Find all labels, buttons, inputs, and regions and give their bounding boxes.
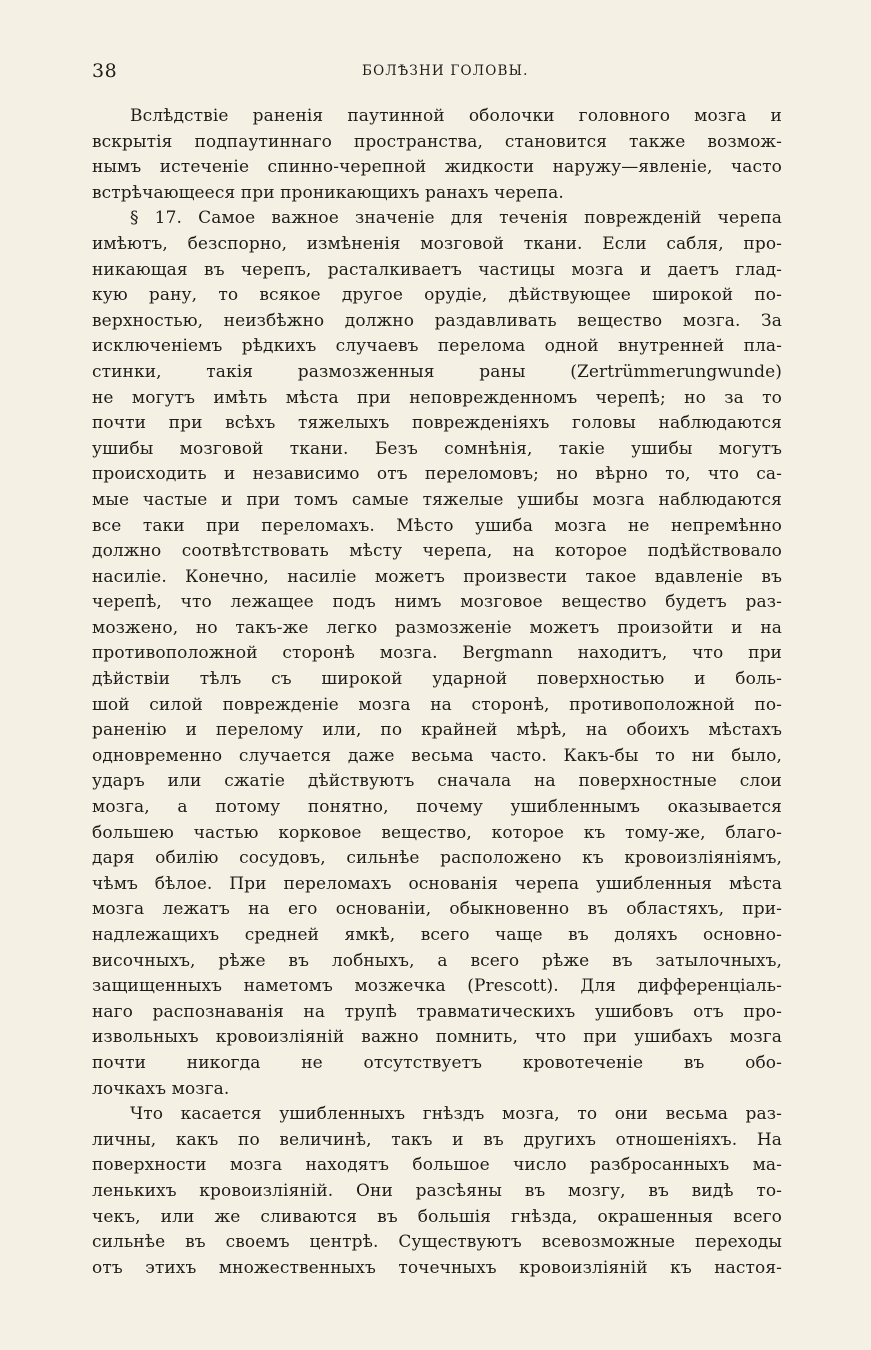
text-line: происходить и независимо отъ переломовъ; но вѣрно то, что са- — [92, 464, 782, 485]
text-line: должно соотвѣтствовать мѣсту черепа, на которое подѣйствовало — [92, 541, 782, 562]
text-line: встрѣчающееся при проникающихъ ранахъ черепа. — [92, 182, 564, 203]
page-header — [92, 60, 782, 86]
running-title: БОЛѢЗНИ ГОЛОВЫ. — [362, 63, 529, 79]
text-line: почти никогда не отсутствуетъ кровотеченіе въ обо- — [92, 1052, 782, 1073]
text-line: не могутъ имѣть мѣста при неповрежденномъ черепѣ; но за то — [92, 387, 782, 408]
text-line: мозга, а потому понятно, почему ушибленнымъ оказывается — [92, 797, 782, 818]
text-line: мозга лежатъ на его основаніи, обыкновенно въ областяхъ, при- — [92, 899, 782, 920]
text-line: кую рану, то всякое другое орудіе, дѣйствующее широкой по- — [92, 285, 782, 306]
text-line: верхностью, неизбѣжно должно раздавливать вещество мозга. За — [92, 310, 782, 331]
text-line: мые частые и при томъ самые тяжелые ушибы мозга наблюдаются — [92, 489, 782, 510]
text-line: отъ этихъ множественныхъ точечныхъ кровоизліяній къ настоя- — [92, 1257, 782, 1278]
text-line: Что касается ушибленныхъ гнѣздъ мозга, то они весьма раз- — [130, 1104, 782, 1125]
text-line: имѣютъ, безспорно, измѣненія мозговой ткани. Если сабля, про- — [92, 233, 782, 254]
text-line: чекъ, или же сливаются въ большія гнѣзда, окрашенныя всего — [92, 1206, 782, 1227]
text-line: чѣмъ бѣлое. При переломахъ основанія черепа ушибленныя мѣста — [92, 873, 782, 894]
text-line: исключеніемъ рѣдкихъ случаевъ перелома одной внутренней пла- — [92, 336, 782, 357]
text-line: никающая въ черепъ, расталкиваетъ частицы мозга и даетъ глад- — [92, 259, 782, 280]
text-line: насиліе. Конечно, насиліе можетъ произвести такое вдавленіе въ — [92, 566, 782, 587]
page-number: 38 — [92, 60, 118, 82]
text-line: вскрытія подпаутиннаго пространства, становится также возмож- — [92, 131, 782, 152]
text-line: ушибы мозговой ткани. Безъ сомнѣнія, такіе ушибы могутъ — [92, 438, 782, 459]
text-line: извольныхъ кровоизліяній важно помнить, что при ушибахъ мозга — [92, 1027, 782, 1048]
text-line: все таки при переломахъ. Мѣсто ушиба мозга не непремѣнно — [92, 515, 782, 536]
text-line: раненію и перелому или, по крайней мѣрѣ, на обоихъ мѣстахъ — [92, 720, 782, 741]
text-line: почти при всѣхъ тяжелыхъ поврежденіяхъ головы наблюдаются — [92, 413, 782, 434]
text-line: лочкахъ мозга. — [92, 1078, 230, 1099]
text-line: черепѣ, что лежащее подъ нимъ мозговое вещество будетъ раз- — [92, 592, 782, 613]
text-line: наго распознаванія на трупѣ травматическихъ ушибовъ отъ про- — [92, 1001, 782, 1022]
text-line: защищенныхъ наметомъ мозжечка (Prescott). Для дифференціаль- — [92, 976, 782, 997]
text-line: ленькихъ кровоизліяній. Они разсѣяны въ мозгу, въ видѣ то- — [92, 1180, 782, 1201]
text-line: § 17. Самое важное значеніе для теченія поврежденій черепа — [130, 208, 782, 229]
text-line: большею частью корковое вещество, которое къ тому-же, благо- — [92, 822, 782, 843]
text-line: надлежащихъ средней ямкѣ, всего чаще въ доляхъ основно- — [92, 925, 782, 945]
text-line: дѣйствіи тѣлъ съ широкой ударной поверхностью и боль- — [92, 669, 782, 690]
body-text — [92, 104, 782, 1281]
text-line: противоположной сторонѣ мозга. Bergmann находитъ, что при — [92, 643, 782, 664]
text-line: шой силой поврежденіе мозга на сторонѣ, противоположной по- — [92, 694, 782, 715]
text-line: мозжено, но такъ-же легко размозженіе можетъ произойти и на — [92, 617, 782, 638]
text-line: нымъ истеченіе спинно-черепной жидкости наружу—явленіе, часто — [92, 157, 782, 178]
text-line: Вслѣдствіе раненія паутинной оболочки головного мозга и — [130, 106, 782, 126]
text-line: одновременно случается даже весьма часто. Какъ-бы то ни было, — [92, 745, 782, 766]
text-line: височныхъ, рѣже въ лобныхъ, а всего рѣже въ затылочныхъ, — [92, 950, 782, 971]
text-line: поверхности мозга находятъ большое число разбросанныхъ ма- — [92, 1155, 782, 1176]
text-line: стинки, такія размозженныя раны (Zertrümmerungwunde) — [92, 361, 782, 382]
text-line: ударъ или сжатіе дѣйствуютъ сначала на поверхностные слои — [92, 771, 782, 792]
text-line: сильнѣе въ своемъ центрѣ. Существуютъ всевозможные переходы — [92, 1232, 782, 1253]
text-line: личны, какъ по величинѣ, такъ и въ другихъ отношеніяхъ. На — [92, 1129, 782, 1150]
text-line: даря обилію сосудовъ, сильнѣе расположено къ кровоизліяніямъ, — [92, 848, 782, 869]
